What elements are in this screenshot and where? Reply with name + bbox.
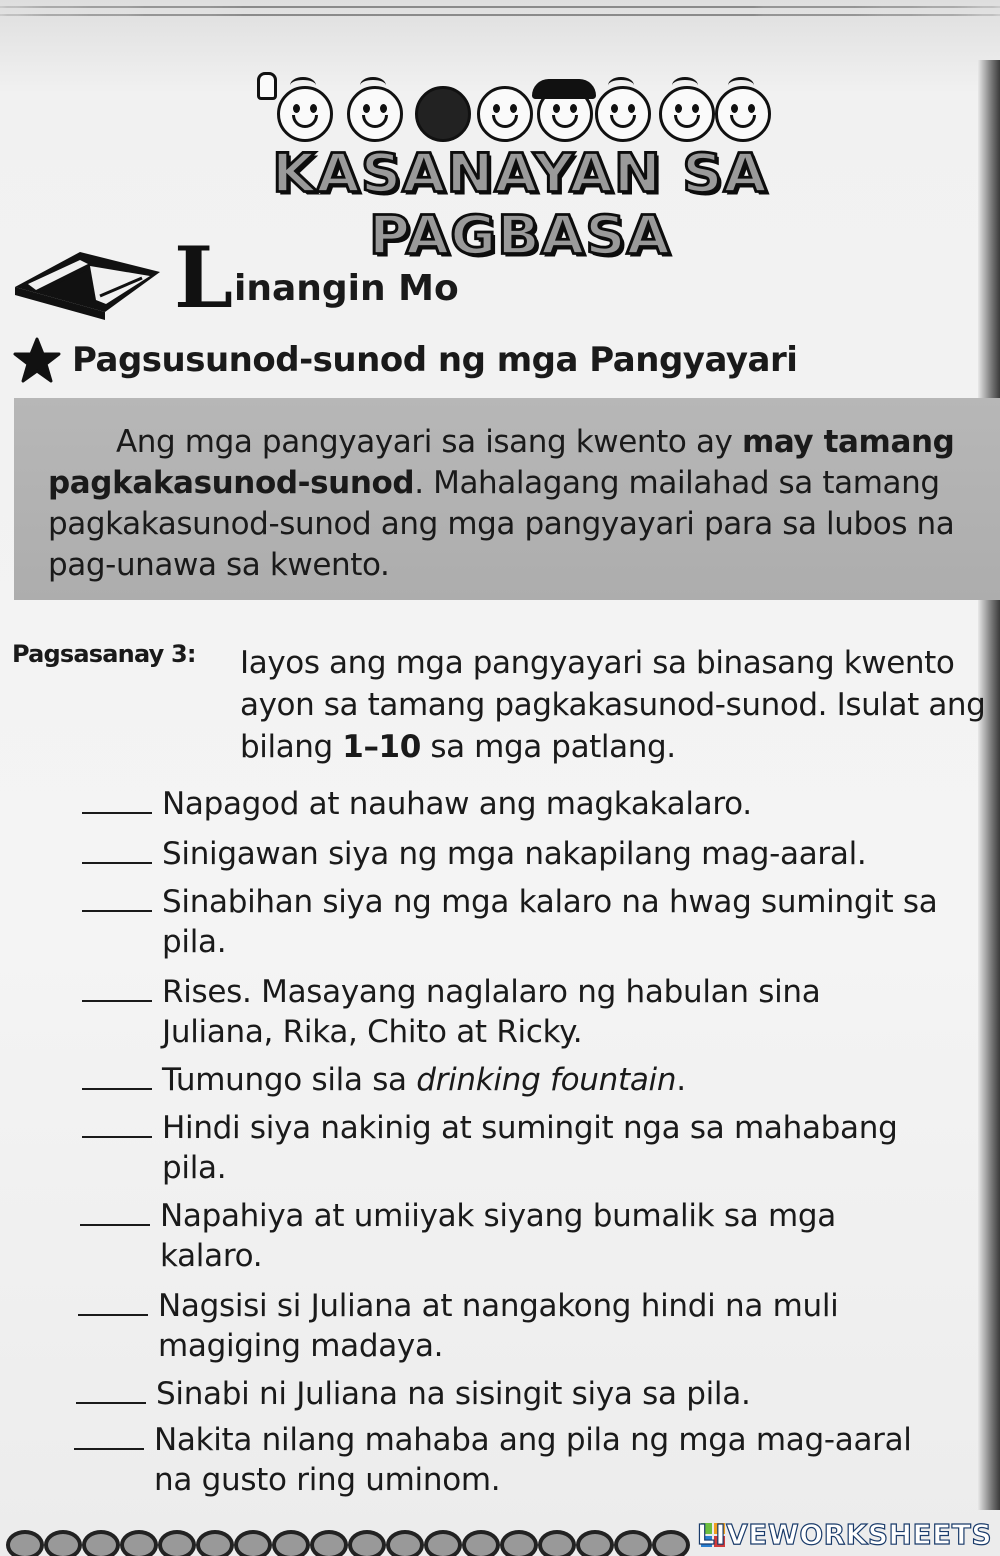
note-text-part: . Mahalagang mailahad sa tamang pagkakasunod-sunod ang mga pangyayari para sa lubos na pag-unawa sa kwento.: [48, 465, 955, 583]
section-title: inangin Mo: [234, 268, 459, 309]
answer-blank[interactable]: [82, 1000, 152, 1002]
answer-blank[interactable]: [74, 1448, 144, 1450]
liveworksheets-watermark: LIVEWORKSHEETS: [696, 1518, 992, 1551]
answer-blank[interactable]: [76, 1402, 146, 1404]
ring-icon: [500, 1530, 538, 1556]
note-text-part: Ang mga pangyayari sa isang kwento ay: [116, 424, 742, 460]
subsection-title: Pagsusunod-sunod ng mga Pangyayari: [72, 340, 798, 380]
answer-blank[interactable]: [78, 1314, 148, 1316]
answer-blank[interactable]: [82, 1136, 152, 1138]
ring-icon: [158, 1530, 196, 1556]
ring-icon: [44, 1530, 82, 1556]
item-text: Nakita nilang mahaba ang pila ng mga mag-aaral: [154, 1422, 912, 1458]
ring-icon: [82, 1530, 120, 1556]
ring-icon: [310, 1530, 348, 1556]
item-text-continued: pila.: [162, 924, 227, 960]
note-emphasis: may tamang pagkakasunod-sunod: [48, 424, 955, 501]
item-text: Sinabihan siya ng mga kalaro na hwag sumingit sa: [162, 884, 938, 920]
answer-blank[interactable]: [82, 812, 152, 814]
instruction-emphasis: 1–10: [342, 729, 421, 765]
ring-icon: [424, 1530, 462, 1556]
ring-icon: [6, 1530, 44, 1556]
item-text: .: [676, 1062, 686, 1098]
item-text: Rises. Masayang naglalaro ng habulan sina: [162, 974, 821, 1010]
item-text-continued: magiging madaya.: [158, 1328, 444, 1364]
item-text: Napagod at nauhaw ang magkakalaro.: [162, 786, 752, 822]
item-text: Nagsisi si Juliana at nangakong hindi na muli: [158, 1288, 839, 1324]
item-text-continued: Juliana, Rika, Chito at Ricky.: [162, 1014, 583, 1050]
ring-icon: [614, 1530, 652, 1556]
item-text-continued: kalaro.: [160, 1238, 263, 1274]
ring-icon: [652, 1530, 690, 1556]
ring-icon: [462, 1530, 500, 1556]
item-text-continued: na gusto ring uminom.: [154, 1462, 501, 1498]
item-text: Sinabi ni Juliana na sisingit siya sa pila.: [156, 1376, 751, 1412]
instruction-text: Iayos ang mga pangyayari sa binasang kwento ayon sa tamang pagkakasunod-sunod. Isulat ang bilang: [240, 645, 986, 765]
item-text: Tumungo sila sa: [162, 1062, 417, 1098]
ring-icon: [272, 1530, 310, 1556]
ring-icon: [196, 1530, 234, 1556]
answer-blank[interactable]: [82, 910, 152, 912]
item-text: Napahiya at umiiyak siyang bumalik sa mga: [160, 1198, 836, 1234]
item-text-continued: pila.: [162, 1150, 227, 1186]
item-text: Hindi siya nakinig at sumingit nga sa mahabang: [162, 1110, 898, 1146]
ring-icon: [576, 1530, 614, 1556]
ring-icon: [348, 1530, 386, 1556]
answer-blank[interactable]: [82, 862, 152, 864]
item-text-italic: drinking fountain: [416, 1062, 677, 1098]
exercise-label: Pagsasanay 3:: [12, 640, 196, 668]
ring-icon: [538, 1530, 576, 1556]
instruction-text: sa mga patlang.: [420, 729, 676, 765]
decorative-initial: L: [174, 228, 234, 327]
item-text: Sinigawan siya ng mga nakapilang mag-aaral.: [162, 836, 867, 872]
answer-blank[interactable]: [80, 1224, 150, 1226]
ring-icon: [386, 1530, 424, 1556]
banner-title: KASANAYAN SA PAGBASA: [272, 143, 768, 267]
ring-icon: [120, 1530, 158, 1556]
ring-icon: [234, 1530, 272, 1556]
answer-blank[interactable]: [82, 1088, 152, 1090]
